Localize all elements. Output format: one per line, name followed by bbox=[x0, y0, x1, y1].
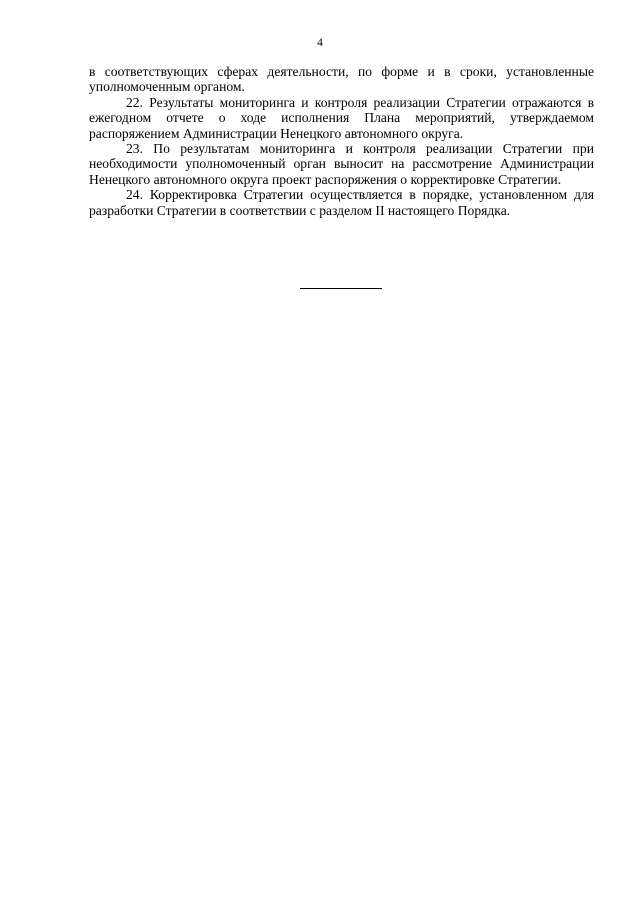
paragraph-continuation: в соответствующих сферах деятельности, по форме и в сроки, установленные уполномоченным органом. bbox=[89, 64, 594, 95]
paragraph-22: 22. Результаты мониторинга и контроля реализации Стратегии отражаются в ежегодном отчете о ходе исполнения Плана мероприятий, утверждаемом распоряжением Администрации Ненецкого автономного округа. bbox=[89, 94, 594, 141]
document-body bbox=[89, 64, 594, 218]
paragraph-24: 24. Корректировка Стратегии осуществляется в порядке, установленном для разработки Стратегии в соответствии с разделом II настоящего Порядка. bbox=[89, 187, 594, 218]
paragraph-23: 23. По результатам мониторинга и контроля реализации Стратегии при необходимости уполномоченный орган выносит на рассмотрение Администрации Ненецкого автономного округа проект распоряжения о корректировке Стратегии. bbox=[89, 141, 594, 187]
page-number: 4 bbox=[317, 37, 323, 49]
end-divider-line bbox=[300, 288, 382, 289]
